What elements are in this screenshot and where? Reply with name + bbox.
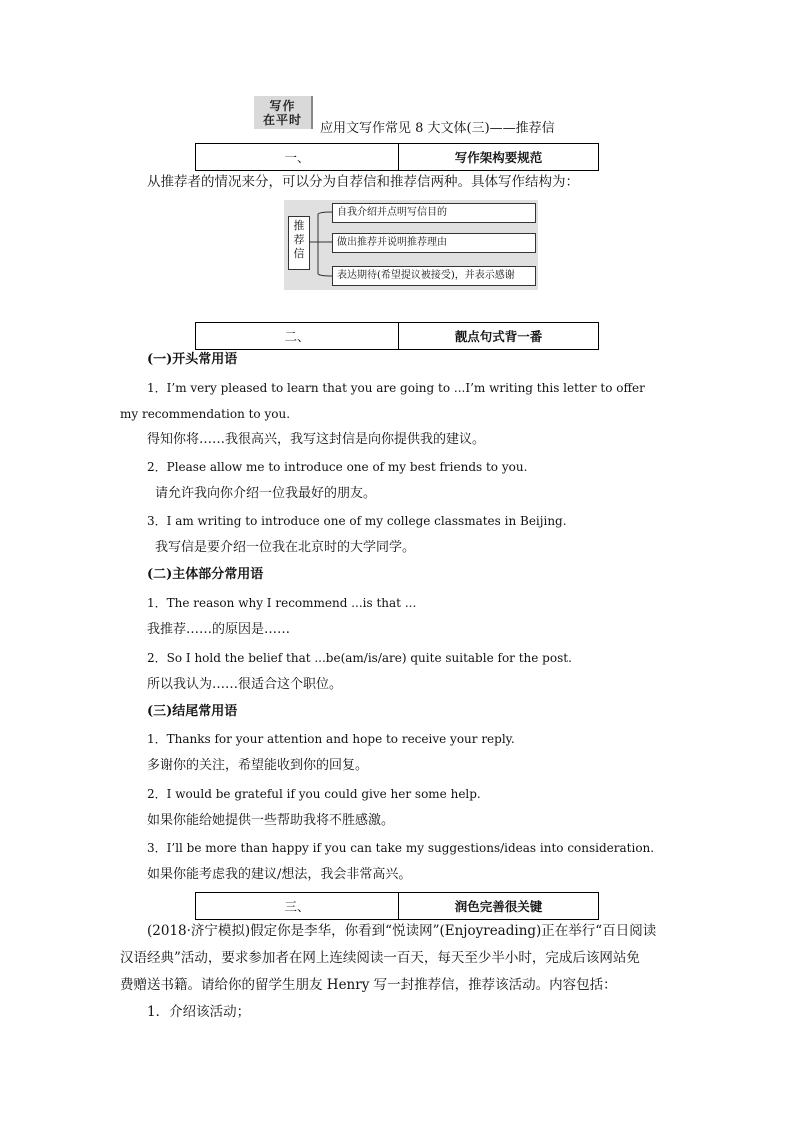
sentence-en: my recommendation to you. <box>120 407 291 421</box>
diagram-item: 表达期待(希望提议被接受)，并表示感谢 <box>332 266 536 286</box>
diagram-root-char: 信 <box>293 247 305 260</box>
sentence-en: 1．I’m very pleased to learn that you are going to ...I’m writing this letter to offer <box>147 381 645 395</box>
diagram-root-char: 推 <box>293 219 305 232</box>
sentence-en: 1．The reason why I recommend ...is that ... <box>147 596 417 610</box>
sentence-en: 1．Thanks for your attention and hope to receive your reply. <box>147 732 515 746</box>
section-title: 写作架构要规范 <box>454 150 543 165</box>
structure-diagram <box>284 200 538 290</box>
section-title: 润色完善很关键 <box>454 899 543 914</box>
sentence-zh: 多谢你的关注，希望能收到你的回复。 <box>147 758 369 773</box>
diagram-root-char: 荐 <box>293 233 305 246</box>
section-number: 一、 <box>196 144 399 170</box>
section-header-1 <box>195 143 599 171</box>
section-number: 二、 <box>196 323 399 349</box>
sentence-en: 2．Please allow me to introduce one of my best friends to you. <box>147 460 528 474</box>
task-paragraph-line: 汉语经典”活动，要求参加者在网上连续阅读一百天，每天至少半小时，完成后该网站免 <box>120 950 640 966</box>
sentence-zh: 请允许我向你介绍一位我最好的朋友。 <box>155 486 377 501</box>
sentence-en: 2．I would be grateful if you could give her some help. <box>147 787 481 801</box>
sentence-zh: 我推荐……的原因是…… <box>147 622 291 637</box>
sentence-zh: 如果你能给她提供一些帮助我将不胜感激。 <box>147 813 395 828</box>
section-title: 靓点句式背一番 <box>454 329 543 344</box>
diagram-item: 自我介绍并点明写信目的 <box>332 203 536 223</box>
intro-text: 从推荐者的情况来分，可以分为自荐信和推荐信两种。具体写作结构为： <box>147 174 579 190</box>
logo-line-1: 写作 <box>269 98 296 113</box>
section-number: 三、 <box>196 893 399 919</box>
diagram-item: 做出推荐并说明推荐理由 <box>332 233 536 253</box>
sentence-zh: 如果你能考虑我的建议/想法，我会非常高兴。 <box>147 867 412 882</box>
sentence-en: 2．So I hold the belief that ...be(am/is/are) quite suitable for the post. <box>147 651 572 665</box>
task-paragraph-line: (2018·济宁模拟)假定你是李华，你看到“悦读网”(Enjoyreading)正在举行“百日阅读 <box>147 923 657 939</box>
section-header-2 <box>195 322 599 350</box>
subheading-body: (二)主体部分常用语 <box>147 567 264 582</box>
sentence-en: 3．I am writing to introduce one of my college classmates in Beijing. <box>147 514 567 528</box>
task-paragraph-line: 费赠送书籍。请给你的留学生朋友 Henry 写一封推荐信，推荐该活动。内容包括： <box>120 977 617 993</box>
logo-line-2: 在平时 <box>262 112 302 127</box>
sentence-zh: 得知你将……我很高兴，我写这封信是向你提供我的建议。 <box>147 432 486 447</box>
section-header-3 <box>195 892 599 920</box>
subheading-closing: (三)结尾常用语 <box>147 704 238 719</box>
sentence-en: 3．I’ll be more than happy if you can take my suggestions/ideas into consideration. <box>147 841 655 855</box>
sentence-zh: 所以我认为……很适合这个职位。 <box>147 677 343 692</box>
task-paragraph-line: 1．介绍该活动； <box>147 1004 251 1020</box>
page-title: 应用文写作常见 8 大文体(三)——推荐信 <box>320 121 555 136</box>
sentence-zh: 我写信是要介绍一位我在北京时的大学同学。 <box>155 540 416 555</box>
section-logo <box>254 96 313 129</box>
subheading-opening: (一)开头常用语 <box>147 352 238 367</box>
